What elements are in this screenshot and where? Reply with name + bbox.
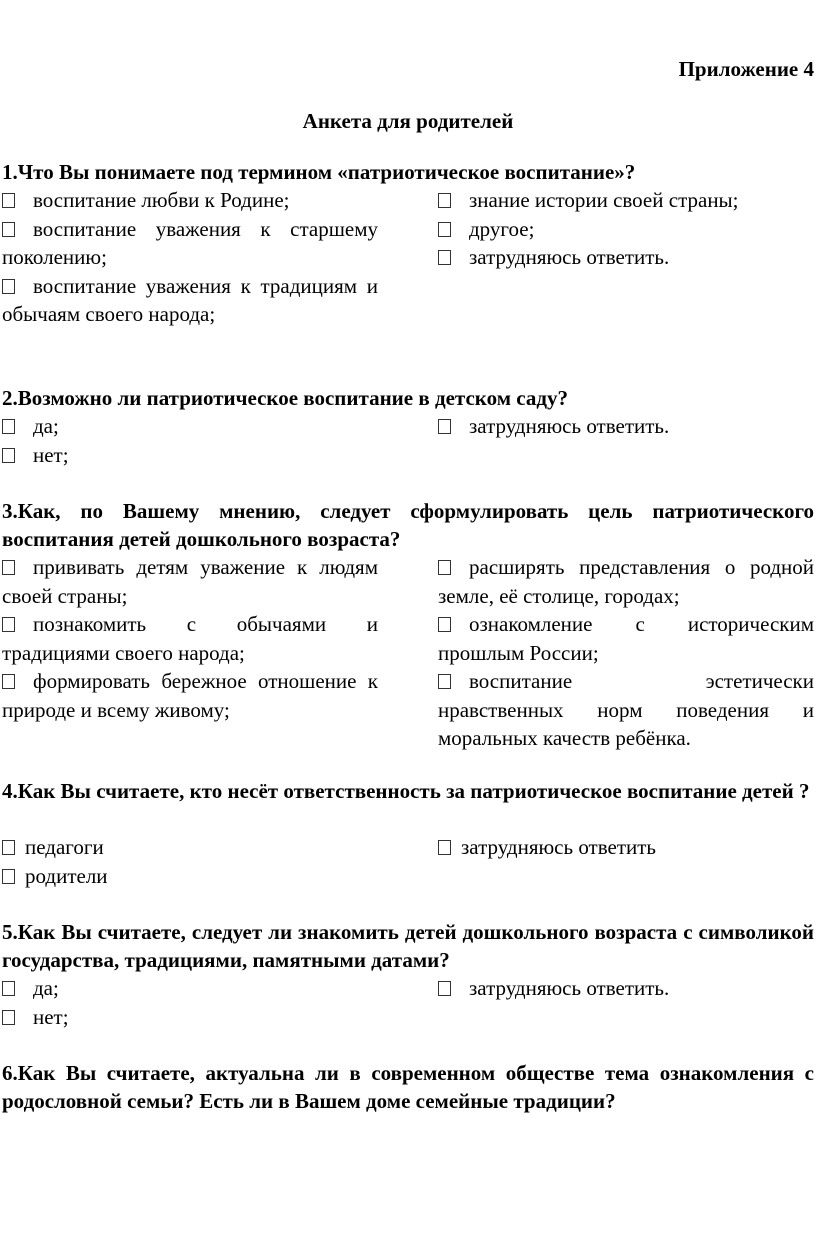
checkbox-icon[interactable]: [2, 840, 15, 855]
option-item[interactable]: [438, 667, 814, 753]
option-label: воспитание эстетически нравственных норм поведения и моральных качеств ребёнка.: [438, 669, 814, 750]
checkbox-icon[interactable]: [2, 560, 15, 575]
option-item[interactable]: [2, 862, 378, 891]
option-label: нет;: [33, 442, 69, 467]
option-item[interactable]: [438, 974, 814, 1003]
checkbox-icon[interactable]: [2, 193, 15, 208]
option-item[interactable]: [2, 667, 378, 724]
option-label: да;: [33, 414, 59, 438]
question-4: 4.Как Вы считаете, кто несёт ответственность за патриотическое воспитание детей ?: [2, 779, 810, 803]
checkbox-icon[interactable]: [438, 840, 451, 855]
option-item[interactable]: [2, 833, 378, 862]
checkbox-icon[interactable]: [2, 1010, 15, 1025]
option-label: педагоги: [25, 835, 104, 859]
option-item[interactable]: [438, 186, 814, 215]
question-3: 3.Как, по Вашему мнению, следует сформулировать цель патриотического воспитания детей дошкольного возраста?: [2, 499, 814, 551]
checkbox-icon[interactable]: [438, 419, 451, 434]
checkbox-icon[interactable]: [2, 222, 15, 237]
option-item[interactable]: [2, 441, 378, 470]
option-label: затрудняюсь ответить: [461, 835, 657, 859]
option-item[interactable]: [2, 1003, 378, 1032]
checkbox-icon[interactable]: [2, 419, 15, 434]
option-label: затрудняюсь ответить.: [469, 976, 670, 1000]
checkbox-icon[interactable]: [438, 250, 451, 265]
option-label: познакомить с обычаями и традициями своего народа;: [2, 612, 378, 665]
option-item[interactable]: [2, 610, 378, 667]
option-label: формировать бережное отношение к природе и всему живому;: [2, 669, 378, 722]
option-item[interactable]: [2, 272, 378, 329]
option-label: затрудняюсь ответить.: [469, 245, 670, 269]
appendix-label: Приложение 4: [678, 57, 814, 81]
page-title: Анкета для родителей: [302, 109, 514, 133]
option-item[interactable]: [438, 412, 814, 441]
checkbox-icon[interactable]: [2, 448, 15, 463]
checkbox-icon[interactable]: [438, 193, 451, 208]
option-label: воспитание уважения к старшему поколению;: [2, 216, 378, 269]
checkbox-icon[interactable]: [2, 674, 15, 689]
option-item[interactable]: [438, 833, 814, 862]
option-label: нет;: [33, 1004, 69, 1029]
option-item[interactable]: [2, 412, 378, 441]
checkbox-icon[interactable]: [438, 674, 451, 689]
checkbox-icon[interactable]: [2, 981, 15, 996]
option-item[interactable]: [438, 215, 814, 244]
checkbox-icon[interactable]: [2, 869, 15, 884]
option-label: воспитание уважения к традициям и обычаям своего народа;: [2, 273, 378, 326]
checkbox-icon[interactable]: [2, 617, 15, 632]
option-item[interactable]: [2, 215, 378, 272]
checkbox-icon[interactable]: [438, 560, 451, 575]
checkbox-icon[interactable]: [438, 222, 451, 237]
question-5: 5.Как Вы считаете, следует ли знакомить детей дошкольного возраста с символикой государства, традициями, памятными датами?: [2, 920, 814, 972]
question-6: 6.Как Вы считаете, актуальна ли в современном обществе тема ознакомления с родословной семьи? Есть ли в Вашем доме семейные традиции?: [2, 1061, 814, 1113]
question-2: 2.Возможно ли патриотическое воспитание в детском саду?: [2, 386, 568, 410]
option-label: родители: [25, 863, 108, 888]
option-item[interactable]: [438, 243, 814, 272]
option-label: затрудняюсь ответить.: [469, 414, 670, 438]
option-item[interactable]: [2, 553, 378, 610]
option-item[interactable]: [438, 553, 814, 610]
option-label: да;: [33, 976, 59, 1000]
question-1: 1.Что Вы понимаете под термином «патриотическое воспитание»?: [2, 160, 636, 184]
option-label: знание истории своей страны;: [469, 188, 739, 212]
option-item[interactable]: [438, 610, 814, 667]
checkbox-icon[interactable]: [2, 279, 15, 294]
option-label: ознакомление с историческим прошлым России;: [438, 612, 814, 665]
option-item[interactable]: [2, 186, 378, 215]
option-label: воспитание любви к Родине;: [33, 188, 290, 212]
option-item[interactable]: [2, 974, 378, 1003]
option-label: прививать детям уважение к людям своей страны;: [2, 555, 378, 608]
checkbox-icon[interactable]: [438, 617, 451, 632]
checkbox-icon[interactable]: [438, 981, 451, 996]
option-label: другое;: [469, 216, 535, 241]
option-label: расширять представления о родной земле, её столице, городах;: [438, 555, 814, 608]
